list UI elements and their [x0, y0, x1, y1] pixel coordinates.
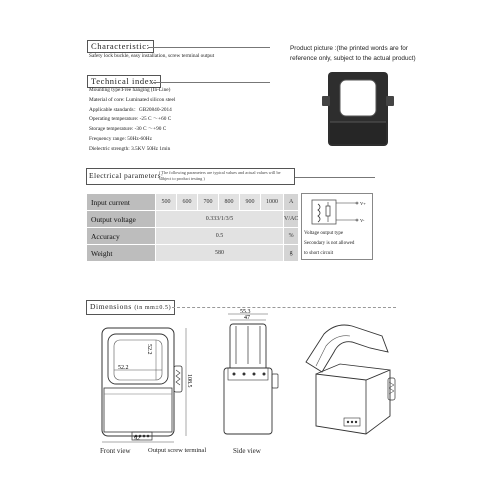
input-current-unit: A [284, 194, 299, 211]
output-screw-terminal-label: Output screw terminal [148, 447, 207, 454]
output-voltage-unit: V/AC [284, 211, 299, 228]
technical-index-line: Frequency range: 50Hz-60Hz [89, 135, 152, 142]
electrical-title-box [86, 168, 295, 185]
product-photo [322, 68, 394, 148]
accuracy-value: 0.5 [156, 228, 284, 245]
characteristic-text: Safety lock buckle, easy installation, screw terminal output [89, 53, 215, 59]
technical-index-line: Operating temperature: -25 C ～+60 C [89, 116, 172, 123]
wiring-diagram [304, 196, 370, 228]
input-current-value: 800 [219, 194, 240, 211]
wiring-note [304, 229, 372, 259]
weight-value: 580 [156, 245, 284, 262]
table-row [87, 245, 299, 262]
side-outer-dim: 55.3 [240, 309, 251, 315]
technical-index-line: Material of core: Luminated silicon steel [89, 96, 176, 103]
input-current-value: 900 [240, 194, 261, 211]
wiring-diagram-box [301, 193, 373, 260]
electrical-rule [295, 177, 375, 178]
output-voltage-value: 0.333/1/3/5 [156, 211, 284, 228]
product-picture-note: Product picture :(the printed words are for reference only, subject to the actual product) [290, 45, 416, 62]
window-width-dim: 52.2 [118, 365, 129, 371]
row-label-accuracy: Accuracy [87, 228, 156, 245]
window-height-dim: 52.2 [146, 344, 152, 355]
technical-index-title: Technical index: [87, 75, 161, 88]
dimensions-unit-note: (in mm±0.5) [134, 305, 172, 311]
v-minus-label: V- [360, 218, 365, 223]
v-plus-label: V+ [360, 201, 366, 206]
table-row [87, 194, 299, 211]
technical-index-line: Mounting type:Free hanging (In-Line) [89, 87, 171, 93]
table-row [87, 211, 299, 228]
height-dim: 108.5 [186, 374, 192, 388]
electrical-title: Electrical parameters: [89, 171, 164, 180]
wiring-note-line: Secondary is not allowed [304, 241, 355, 246]
input-current-value: 700 [198, 194, 219, 211]
table-row [87, 228, 299, 245]
width-dim: 92 [134, 436, 140, 442]
side-inner-dim: 47 [244, 315, 250, 321]
input-current-value: 500 [156, 194, 177, 211]
row-label-weight: Weight [87, 245, 156, 262]
perspective-drawing [296, 308, 406, 443]
technical-index-rule [153, 82, 270, 83]
front-view-label: Front view [100, 447, 131, 455]
technical-index-line: Storage temperature: -30 C ～+90 C [89, 126, 167, 133]
row-label-input-current: Input current [87, 194, 156, 211]
accuracy-unit: % [284, 228, 299, 245]
dimensions-title: Dimensions [90, 302, 132, 311]
input-current-value: 1000 [261, 194, 284, 211]
electrical-note: ( The following parameters are typical values and actual values will be subject to product testing ) [159, 170, 281, 181]
row-label-output-voltage: Output voltage [87, 211, 156, 228]
dimensions-title-box [86, 300, 175, 315]
technical-index-line: Dielectric strength: 3.5KV 50Hz 1min [89, 145, 171, 152]
front-view-drawing [92, 318, 200, 448]
side-view-label: Side view [233, 447, 261, 455]
side-view-drawing [218, 308, 284, 440]
weight-unit: g [284, 245, 299, 262]
wiring-note-line: Voltage output type [304, 231, 344, 236]
wiring-note-line: to short circuit [304, 251, 334, 256]
input-current-value: 600 [177, 194, 198, 211]
characteristic-rule [148, 47, 270, 48]
technical-index-line: Applicable standards：GB20840-2014 [89, 106, 172, 113]
characteristic-title: Characteristic: [87, 40, 154, 53]
electrical-table [86, 193, 299, 262]
technical-index-list [89, 86, 175, 155]
